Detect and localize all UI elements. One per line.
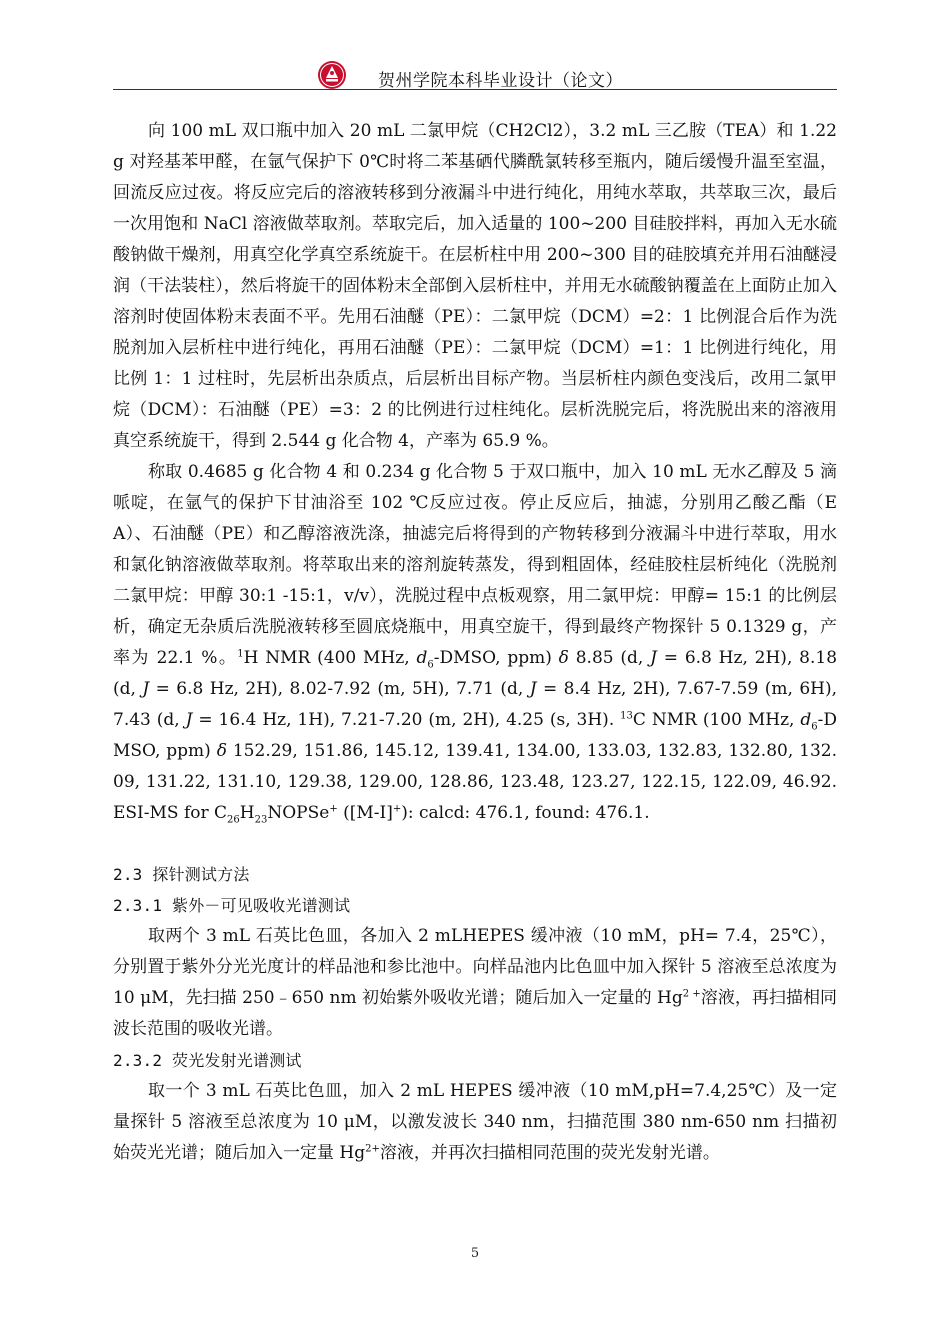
section-heading-2-3: 2.3 探针测试方法 <box>113 865 250 884</box>
nmr-text: δ <box>558 648 569 668</box>
university-seal-icon <box>317 60 347 90</box>
formula-subscript: 26 <box>227 814 240 826</box>
section-spacer <box>113 829 837 859</box>
paragraph-fluorescence-method <box>113 1076 837 1169</box>
formula-subscript: 23 <box>254 814 268 826</box>
nmr-isotope-h: 1 <box>237 648 244 660</box>
nmr-text: -DMSO, ppm) <box>433 648 559 668</box>
paragraph-text: 溶液，再扫描相同波长范围的吸收光谱。 <box>113 988 838 1039</box>
nmr-text: = 6.8 Hz, 2H), 8.18 (d, <box>113 648 838 699</box>
ms-charge: + <box>392 803 402 815</box>
nmr-text: 8.85 (d, <box>568 648 651 668</box>
nmr-text: J <box>185 710 193 730</box>
nmr-text: J <box>529 679 537 699</box>
nmr-text: C NMR (100 MHz, <box>632 710 801 730</box>
paragraph-text: 取一个 3 mL 石英比色皿，加入 2 mL HEPES 缓冲液（10 mM,pH=7.4,25℃）及一定量探针 5 溶液至总浓度为 10 μM，以激发波长 340 nm，扫描范围 380 nm-650 nm 扫描初始荧光光谱；随后加入一定量 Hg <box>113 1081 837 1163</box>
page-header <box>113 58 837 94</box>
formula-text: NOPSe <box>267 803 330 823</box>
nmr-text: H NMR (400 MHz, <box>243 648 417 668</box>
paragraph-text: 称取 0.4685 g 化合物 4 和 0.234 g 化合物 5 于双口瓶中，加入 10 mL 无水乙醇及 5 滴哌啶，在氩气的保护下甘油浴至 102 ℃反应过夜。停止反应后，抽滤，分别用乙酸乙酯（EA）、石油醚（PE）和乙醇溶液洗涤，抽滤完后将得到的产物转移到分液漏斗中进行萃取，用水和氯化钠溶液做萃取剂。将萃取出来的溶剂旋转蒸发，得到粗固体，经硅胶柱层析纯化（洗脱剂二氯甲烷：甲醇 30:1 -15:1，v/v），洗脱过程中点板观察，用二氯甲烷：甲醇= 15:1 的比例层析，确定无杂质后洗脱液转移至圆底烧瓶中，用真空旋干，得到最终产物探针 5 0.1329 g，产率为 22.1 %。 <box>113 462 837 668</box>
ms-text: ): calcd: 476.1, found: 476.1. <box>401 803 650 823</box>
nmr-text: = 6.8 Hz, 2H), 8.02-7.92 (m, 5H), 7.71 (d, <box>149 679 530 699</box>
paragraph-text: 取两个 3 mL 石英比色皿，各加入 2 mLHEPES 缓冲液（10 mM，pH= 7.4，25℃），分别置于紫外分光光度计的样品池和参比池中。向样品池内比色皿中加入探针 5 溶液至总浓度为 10 μM，先扫描 250﹣650 nm 初始紫外吸收光谱；随后加入一定量的 Hg <box>113 926 837 1008</box>
nmr-subscript: 6 <box>427 659 434 671</box>
nmr-text: d <box>416 648 428 668</box>
nmr-text: δ <box>216 741 227 761</box>
paragraph-synthesis-probe-5 <box>113 457 837 829</box>
document-body <box>113 116 837 1169</box>
formula-charge: + <box>329 803 338 815</box>
formula-text: H <box>239 803 255 823</box>
page-number: 5 <box>470 1246 480 1261</box>
paragraph-text: 溶液，并再次扫描相同范围的荧光发射光谱。 <box>379 1143 720 1163</box>
nmr-text: 152.29, 151.86, 145.12, 139.41, 134.00, 133.03, 132.83, 132.80, 132.09, 131.22, 131.10, 129.38, 129.00, 128.86, 123.48, 123.27, 122.15, 122.09, 46.92. ESI-MS for C <box>113 741 837 823</box>
section-heading-2-3-1: 2.3.1 紫外－可见吸收光谱测试 <box>113 896 351 915</box>
nmr-text: = 16.4 Hz, 1H), 7.21-7.20 (m, 2H), 4.25 (s, 3H). <box>192 710 621 730</box>
ion-charge: 2 + <box>682 988 701 1000</box>
nmr-text: d <box>800 710 812 730</box>
header-divider <box>113 89 837 90</box>
paragraph-uv-vis-method <box>113 921 837 1045</box>
header-title: 贺州学院本科毕业设计（论文） <box>378 71 623 91</box>
nmr-text: J <box>142 679 150 699</box>
nmr-text: J <box>650 648 657 668</box>
nmr-isotope-c: 13 <box>620 710 633 722</box>
nmr-text: = 8.4 Hz, 2H), 7.67-7.59 (m, 6H), 7.43 (d, <box>113 679 838 730</box>
section-heading-2-3-2: 2.3.2 荧光发射光谱测试 <box>113 1051 302 1070</box>
ms-text: ([M-I] <box>337 803 393 823</box>
ion-charge: 2+ <box>365 1143 380 1155</box>
nmr-text: -DMSO, ppm) <box>113 710 837 761</box>
paragraph-synthesis-compound-4: 向 100 mL 双口瓶中加入 20 mL 二氯甲烷（CH2Cl2），3.2 mL 三乙胺（TEA）和 1.22 g 对羟基苯甲醛，在氩气保护下 0℃时将二苯基硒代膦酰氯转移至瓶内，随后缓慢升温至室温，回流反应过夜。将反应完后的溶液转移到分液漏斗中进行纯化，用纯水萃取，共萃取三次，最后一次用饱和 NaCl 溶液做萃取剂。萃取完后，加入适量的 100~200 目硅胶拌料，再加入无水硫酸钠做干燥剂，用真空化学真空系统旋干。在层析柱中用 200~300 目的硅胶填充并用石油醚浸润（干法装柱），然后将旋干的固体粉末全部倒入层析柱中，并用无水硫酸钠覆盖在上面防止加入溶剂时使固体粉末表面不平。先用石油醚（PE）：二氯甲烷（DCM）=2：1 比例混合后作为洗脱剂加入层析柱中进行纯化，再用石油醚（PE）：二氯甲烷（DCM）=1：1 比例进行纯化，用比例 1：1 过柱时，先层析出杂质点，后层析出目标产物。当层析柱内颜色变浅后，改用二氯甲烷（DCM）：石油醚（PE）=3：2 的比例进行过柱纯化。层析洗脱完后，将洗脱出来的溶液用真空系统旋干，得到 2.544 g 化合物 4，产率为 65.9 %。 <box>113 121 837 451</box>
nmr-subscript: 6 <box>811 721 818 733</box>
